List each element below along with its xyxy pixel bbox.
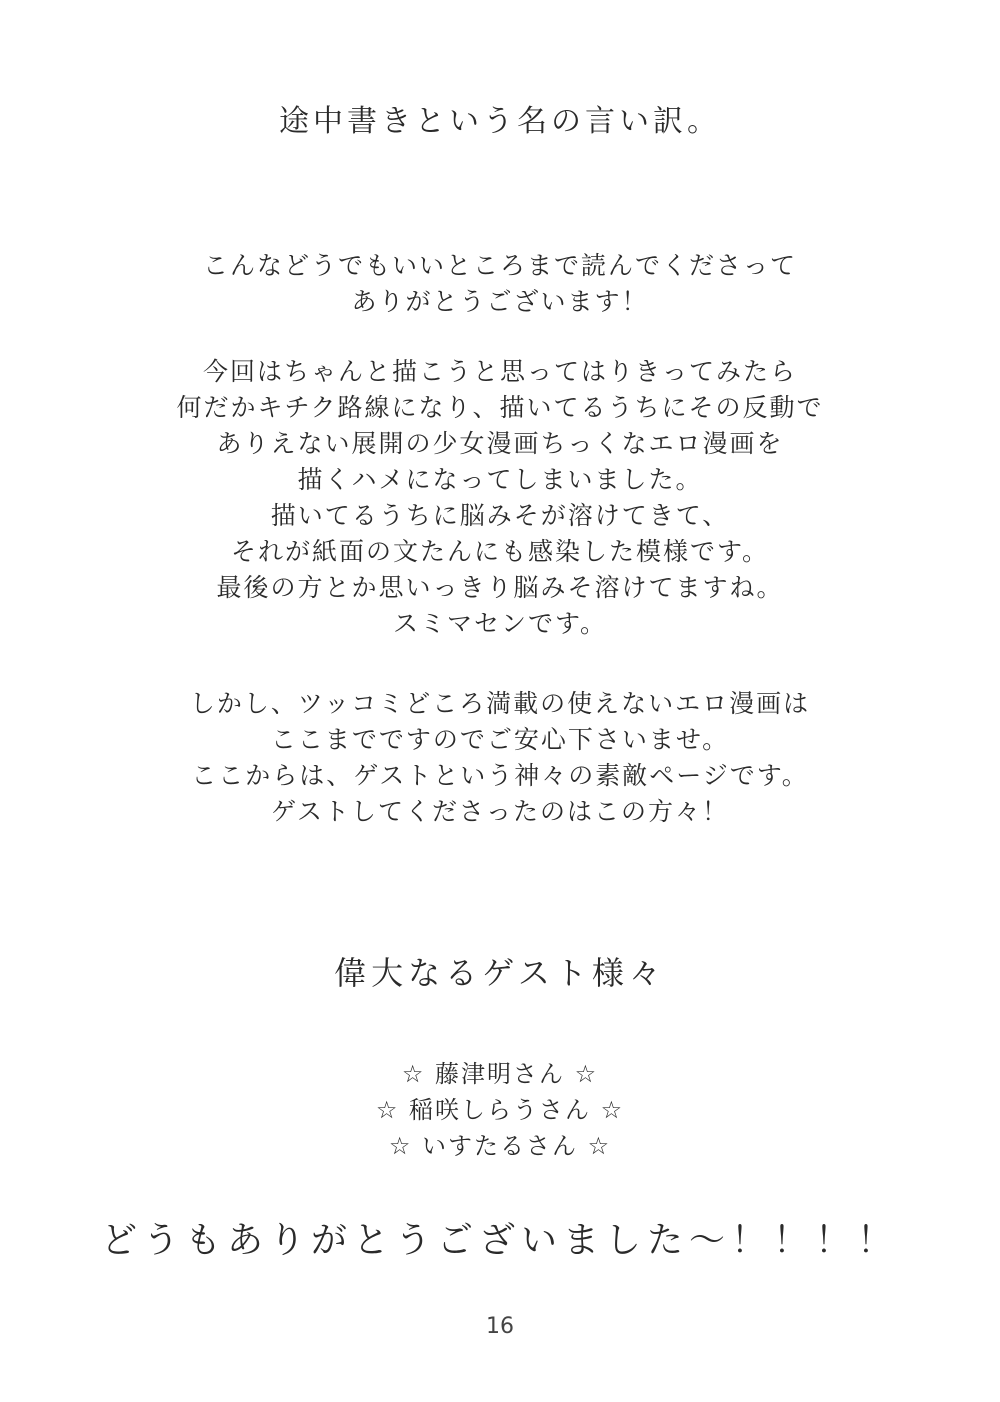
paragraph-2-line: スミマセンです。 <box>392 609 607 638</box>
guest-name: ☆ いすたるさん ☆ <box>388 1132 612 1160</box>
paragraph-2-line: 描いてるうちに脳みそが溶けてきて、 <box>270 501 730 530</box>
paragraph-1-line: こんなどうでもいいところまで読んでくださって <box>202 251 797 280</box>
guest-name: ☆ 藤津明さん ☆ <box>401 1060 599 1088</box>
paragraph-2-line: それが紙面の文たんにも感染した模様です。 <box>230 537 769 566</box>
paragraph-3-line: ここからは、ゲストという神々の素敵ページです。 <box>191 761 809 790</box>
guest-heading: 偉大なるゲスト様々 <box>334 954 666 992</box>
paragraph-2-line: 描くハメになってしまいました。 <box>297 465 703 494</box>
page-title: 途中書きという名の言い訳。 <box>279 104 721 139</box>
paragraph-3-line: ここまでですのでご安心下さいませ。 <box>270 725 730 754</box>
thanks-message: どうもありがとうございました～！！！！ <box>100 1220 899 1261</box>
page-number: 16 <box>486 1314 514 1339</box>
paragraph-2-line: 最後の方とか思いっきり脳みそ溶けてますね。 <box>216 573 784 602</box>
paragraph-3-line: しかし、ツッコミどころ満載の使えないエロ漫画は <box>189 689 811 718</box>
guest-name: ☆ 稲咲しらうさん ☆ <box>375 1096 625 1124</box>
paragraph-2-line: ありえない展開の少女漫画ちっくなエロ漫画を <box>216 429 784 458</box>
paragraph-2-line: 何だかキチク路線になり、描いてるうちにその反動で <box>176 393 824 422</box>
paragraph-2-line: 今回はちゃんと描こうと思ってはりきってみたら <box>202 357 797 386</box>
paragraph-1-line: ありがとうございます！ <box>351 287 649 316</box>
paragraph-3-line: ゲストしてくださったのはこの方々！ <box>270 797 729 826</box>
